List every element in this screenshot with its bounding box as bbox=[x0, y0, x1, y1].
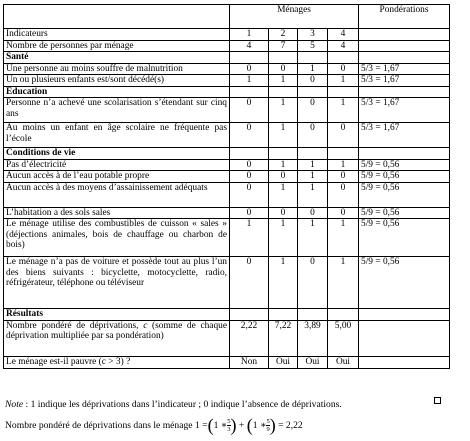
page-corner-mark bbox=[434, 397, 441, 404]
weight-value: 5/9 = 0,56 bbox=[359, 182, 450, 207]
weight-value: 5/3 = 1,67 bbox=[359, 123, 450, 148]
household-3-value: 1 bbox=[298, 159, 328, 171]
formula-term1-num: 5 bbox=[227, 417, 231, 425]
row-label: Pas d’électricité bbox=[4, 159, 230, 171]
indicator-row bbox=[4, 207, 450, 219]
is-poor-label: Le ménage est-il pauvre (c > 3) ? bbox=[4, 356, 230, 368]
household-4-value: 0 bbox=[328, 171, 359, 183]
household-1-value: 1 bbox=[230, 29, 269, 41]
weight-value: 5/9 = 0,56 bbox=[359, 257, 450, 309]
formula-result: = 2,22 bbox=[275, 419, 303, 431]
weighted-label-text: Nombre pondéré de déprivations, bbox=[6, 320, 144, 331]
household-1-weighted-value: 2,22 bbox=[230, 320, 269, 356]
sante-section-title: Santé bbox=[4, 52, 230, 64]
is-poor-row bbox=[4, 356, 450, 368]
household-3-value: 3 bbox=[298, 29, 328, 41]
household-4-value: 4 bbox=[328, 29, 359, 41]
household-1-value: 0 bbox=[230, 159, 269, 171]
household-3-value: 0 bbox=[298, 123, 328, 148]
household-1-value: 0 bbox=[230, 98, 269, 123]
household-4-value: 0 bbox=[328, 63, 359, 75]
header-menages: Ménages bbox=[230, 5, 359, 29]
household-1-value: 0 bbox=[230, 123, 269, 148]
empty-cell bbox=[359, 320, 450, 356]
table-note bbox=[5, 399, 342, 410]
household-3-value: 1 bbox=[298, 219, 328, 257]
household-2-value: 1 bbox=[269, 219, 298, 257]
empty-cell bbox=[269, 148, 298, 160]
empty-cell bbox=[328, 86, 359, 98]
household-3-value: 1 bbox=[298, 171, 328, 183]
empty-cell bbox=[269, 309, 298, 321]
household-1-value: 4 bbox=[230, 40, 269, 52]
indicator-row bbox=[4, 123, 450, 148]
household-2-value: 1 bbox=[269, 98, 298, 123]
household-1-value: 1 bbox=[230, 75, 269, 87]
indicator-row bbox=[4, 219, 450, 257]
empty-cell bbox=[359, 86, 450, 98]
row-label: Le ménage n’a pas de voiture et possède tout au plus l’un des biens suivants : bicyclette, motocyclette, radio, réfrigérateur, téléphone ou téléviseur bbox=[4, 257, 230, 309]
household-size-row bbox=[4, 40, 450, 52]
household-4-value: 1 bbox=[328, 219, 359, 257]
empty-cell bbox=[230, 86, 269, 98]
weight-value: 5/3 = 1,67 bbox=[359, 75, 450, 87]
row-label: Indicateurs bbox=[4, 29, 230, 41]
conditions-section-row bbox=[4, 148, 450, 160]
household-4-value: 1 bbox=[328, 159, 359, 171]
empty-cell bbox=[298, 52, 328, 64]
row-label: Une personne au moins souffre de malnutrition bbox=[4, 63, 230, 75]
household-1-value: 0 bbox=[230, 171, 269, 183]
header-empty-cell bbox=[4, 5, 230, 29]
weight-value: 5/9 = 0,56 bbox=[359, 171, 450, 183]
household-4-weighted-value: 5,00 bbox=[328, 320, 359, 356]
resultats-section-title: Résultats bbox=[4, 309, 230, 321]
empty-cell bbox=[269, 52, 298, 64]
household-3-value: 0 bbox=[298, 257, 328, 309]
formula-term2-den: 9 bbox=[266, 425, 270, 433]
empty-cell bbox=[298, 86, 328, 98]
empty-cell bbox=[298, 309, 328, 321]
empty-cell bbox=[230, 148, 269, 160]
formula-term2-num: 5 bbox=[266, 417, 270, 425]
household-4-value: 0 bbox=[328, 182, 359, 207]
weight-value: 5/9 = 0,56 bbox=[359, 159, 450, 171]
household-4-value: 0 bbox=[328, 123, 359, 148]
conditions-section-title: Conditions de vie bbox=[4, 148, 230, 160]
empty-cell bbox=[230, 52, 269, 64]
household-4-value: 1 bbox=[328, 257, 359, 309]
resultats-section-row bbox=[4, 309, 450, 321]
indicator-row bbox=[4, 63, 450, 75]
household-2-poor-value: Oui bbox=[269, 356, 298, 368]
empty-cell bbox=[359, 356, 450, 368]
formula-plus: + bbox=[236, 419, 247, 431]
household-3-value: 1 bbox=[298, 182, 328, 207]
formula-label: Nombre pondéré de déprivations dans le ménage 1 = bbox=[5, 419, 208, 431]
household-2-value: 1 bbox=[269, 182, 298, 207]
household-3-value: 1 bbox=[298, 63, 328, 75]
empty-cell bbox=[328, 309, 359, 321]
row-label: Nombre de personnes par ménage bbox=[4, 40, 230, 52]
indicator-row bbox=[4, 171, 450, 183]
weighted-deprivations-row bbox=[4, 320, 450, 356]
household-2-value: 1 bbox=[269, 159, 298, 171]
indicator-row bbox=[4, 98, 450, 123]
row-label: Un ou plusieurs enfants est/sont décédé(s) bbox=[4, 75, 230, 87]
household-1-value: 0 bbox=[230, 257, 269, 309]
household-3-weighted-value: 3,89 bbox=[298, 320, 328, 356]
empty-cell bbox=[230, 309, 269, 321]
weight-value: 5/3 = 1,67 bbox=[359, 63, 450, 75]
row-label: Personne n’a achevé une scolarisation s’étendant sur cinq ans bbox=[4, 98, 230, 123]
example-formula: Nombre pondéré de déprivations dans le ménage 1 = ( 1 ∗ $\frac{5}{3}$ ) + ( 1 ∗ $\frac{5}{9}$ ) = 2,22 bbox=[5, 415, 303, 435]
row-label: L’habitation a des sols sales bbox=[4, 207, 230, 219]
household-4-value: 4 bbox=[328, 40, 359, 52]
household-3-value: 5 bbox=[298, 40, 328, 52]
row-label: Le ménage utilise des combustibles de cuisson « sales » (déjections animales, bois de chauffage ou charbon de bois) bbox=[4, 219, 230, 257]
household-2-value: 0 bbox=[269, 63, 298, 75]
formula-term1-den: 3 bbox=[227, 425, 231, 433]
formula-term2-coef: 1 ∗ bbox=[252, 419, 267, 431]
education-section-row bbox=[4, 86, 450, 98]
household-4-value: 1 bbox=[328, 98, 359, 123]
household-4-poor-value: Oui bbox=[328, 356, 359, 368]
indicator-row bbox=[4, 182, 450, 207]
weight-cell-empty bbox=[359, 29, 450, 41]
empty-cell bbox=[298, 148, 328, 160]
weighted-deprivations-label bbox=[4, 320, 230, 356]
household-2-weighted-value: 7,22 bbox=[269, 320, 298, 356]
household-1-poor-value: Non bbox=[230, 356, 269, 368]
formula-term1-coef: 1 ∗ bbox=[213, 419, 228, 431]
row-label: Au moins un enfant en âge scolaire ne fréquente pas l’école bbox=[4, 123, 230, 148]
household-2-value: 7 bbox=[269, 40, 298, 52]
weight-value: 5/9 = 0,56 bbox=[359, 219, 450, 257]
household-1-value: 1 bbox=[230, 219, 269, 257]
household-3-value: 0 bbox=[298, 75, 328, 87]
weighted-label-variable: c bbox=[143, 320, 148, 331]
education-section-title: Education bbox=[4, 86, 230, 98]
household-2-value: 1 bbox=[269, 123, 298, 148]
indicator-row bbox=[4, 159, 450, 171]
household-1-value: 0 bbox=[230, 182, 269, 207]
empty-cell bbox=[328, 148, 359, 160]
weight-value: 5/9 = 0,56 bbox=[359, 207, 450, 219]
header-ponderations: Pondérations bbox=[359, 5, 450, 29]
household-4-value: 1 bbox=[328, 75, 359, 87]
weighted-label-note: (somme de chaque déprivation multipliée par sa pondération) bbox=[6, 320, 227, 342]
empty-cell bbox=[359, 52, 450, 64]
household-1-value: 0 bbox=[230, 63, 269, 75]
empty-cell bbox=[359, 309, 450, 321]
row-label: Aucun accès à de l’eau potable propre bbox=[4, 171, 230, 183]
empty-cell bbox=[359, 148, 450, 160]
household-2-value: 2 bbox=[269, 29, 298, 41]
indicator-row bbox=[4, 75, 450, 87]
empty-cell bbox=[328, 52, 359, 64]
household-4-value: 0 bbox=[328, 207, 359, 219]
household-2-value: 1 bbox=[269, 257, 298, 309]
household-2-value: 0 bbox=[269, 171, 298, 183]
indicateurs-row bbox=[4, 29, 450, 41]
household-2-value: 0 bbox=[269, 207, 298, 219]
sante-section-row bbox=[4, 52, 450, 64]
empty-cell bbox=[269, 86, 298, 98]
household-3-value: 0 bbox=[298, 207, 328, 219]
header-row bbox=[4, 5, 450, 29]
household-3-value: 0 bbox=[298, 98, 328, 123]
household-2-value: 1 bbox=[269, 75, 298, 87]
household-3-poor-value: Oui bbox=[298, 356, 328, 368]
weight-value: 5/3 = 1,67 bbox=[359, 98, 450, 123]
weight-cell-empty bbox=[359, 40, 450, 52]
deprivation-table bbox=[3, 4, 450, 369]
household-1-value: 0 bbox=[230, 207, 269, 219]
row-label: Aucun accès à des moyens d’assainissement adéquats bbox=[4, 182, 230, 207]
indicator-row bbox=[4, 257, 450, 309]
note-prefix: Note bbox=[5, 399, 24, 410]
note-text: : 1 indique les déprivations dans l’indicateur ; 0 indique l’absence de déprivations. bbox=[23, 399, 342, 410]
